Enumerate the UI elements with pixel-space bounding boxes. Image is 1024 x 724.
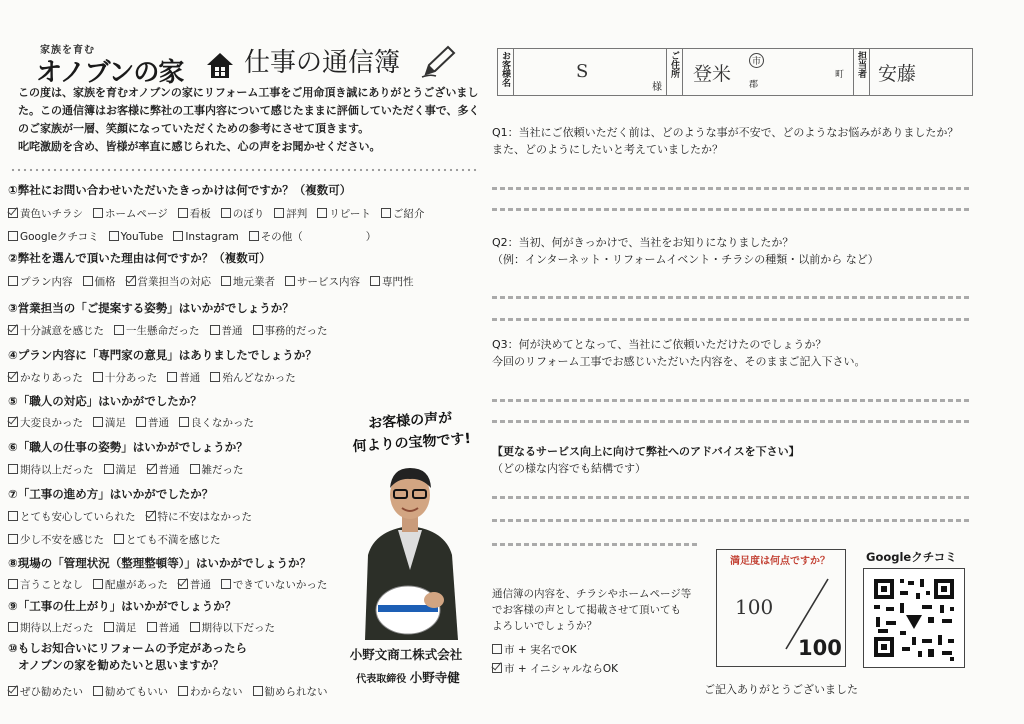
option-label: 少し不安を感じた [20, 534, 104, 546]
question-title: ④プラン内容に「専門家の意見」はありましたでしょうか？ [8, 348, 317, 362]
checkbox[interactable] [190, 464, 200, 474]
checkbox[interactable] [8, 579, 18, 589]
checkbox[interactable] [492, 663, 502, 673]
survey-option[interactable] [178, 206, 211, 221]
voice-caption [335, 405, 488, 459]
consent-line: でお客様の声として掲載させて頂いても [492, 604, 681, 616]
option-label: 勧めてもいい [105, 686, 168, 698]
brand-logo: オノブンの家 [36, 58, 184, 88]
q1-line: また、どのようにしたいと考えていましたか？ [492, 143, 723, 156]
checkbox[interactable] [126, 276, 136, 286]
survey-option[interactable] [8, 370, 83, 385]
intro-line: この度は、家族を育むオノブンの家にリフォーム工事をご用命頂き誠にありがとうございまし [18, 86, 479, 99]
consent-question [492, 586, 691, 634]
document-title: 仕事の通信簿 [244, 48, 401, 78]
checkbox[interactable] [492, 644, 502, 654]
consent-option-label: 市 + 実名でOK [504, 644, 577, 656]
survey-option[interactable] [370, 274, 414, 289]
survey-option[interactable] [93, 577, 168, 592]
answer-line[interactable] [492, 296, 972, 299]
question-title: ⑩もしお知合いにリフォームの予定があったら [8, 641, 248, 655]
dotted-divider [10, 168, 480, 172]
survey-option[interactable] [93, 415, 126, 430]
survey-option[interactable] [253, 323, 328, 338]
option-label: 普通 [158, 464, 180, 476]
option-label: リピート [329, 208, 371, 220]
option-row [8, 206, 434, 221]
survey-option[interactable] [114, 532, 221, 547]
survey-option[interactable] [167, 370, 200, 385]
checkbox[interactable] [8, 534, 18, 544]
checkbox[interactable] [114, 534, 124, 544]
checkbox[interactable] [8, 511, 18, 521]
survey-option[interactable] [8, 462, 94, 477]
checkbox[interactable] [8, 276, 18, 286]
option-label: 事務的だった [264, 325, 328, 337]
checkbox[interactable] [249, 231, 259, 241]
checkbox[interactable] [274, 208, 284, 218]
option-label: プラン内容 [20, 276, 73, 288]
option-row [8, 532, 231, 547]
q3-line: Q3：何が決めてとなって、当社にご依頼いただけたのでしょうか？ [492, 338, 827, 351]
q1-text [492, 124, 958, 158]
checkbox[interactable] [173, 231, 183, 241]
survey-option[interactable] [136, 415, 169, 430]
checkbox[interactable] [8, 417, 18, 427]
intro-line: 叱咤激励を含め、皆様が率直に感じられた、心の声をお聞かせください。 [18, 140, 381, 153]
brand-tagline: 家族を育む [40, 45, 95, 56]
survey-option[interactable] [210, 323, 243, 338]
answer-line[interactable] [492, 187, 972, 190]
q2-text [492, 234, 879, 268]
survey-option[interactable] [8, 415, 83, 430]
answer-line[interactable] [492, 318, 972, 321]
checkbox[interactable] [178, 208, 188, 218]
survey-option[interactable] [8, 532, 104, 547]
survey-option[interactable] [8, 206, 83, 221]
thanks-message: ご記入ありがとうございました [704, 683, 858, 696]
survey-option[interactable] [104, 462, 137, 477]
option-label: 普通 [148, 417, 169, 429]
survey-option[interactable] [147, 462, 180, 477]
question-title: ①弊社にお問い合わせいただいたきっかけは何ですか？（複数可） [8, 183, 352, 197]
survey-option[interactable] [147, 620, 180, 635]
checkbox[interactable] [146, 511, 156, 521]
staff-value: 安藤 [878, 63, 917, 85]
option-label: 黄色いチラシ [20, 208, 83, 220]
q4-text [492, 443, 800, 477]
staff-photo [350, 460, 470, 640]
question-title: ⑧現場の「管理状況（整理整頓等）」はいかがでしょうか？ [8, 556, 311, 570]
checkbox[interactable] [93, 372, 103, 382]
option-label: 配慮があった [105, 579, 168, 591]
survey-option[interactable] [221, 577, 328, 592]
intro-line: のご家族が一層、笑顔になっていただくための参考にさせて頂きます。 [18, 122, 370, 135]
option-label: 言うことなし [20, 579, 83, 591]
survey-option[interactable] [8, 229, 99, 244]
option-label: できていないかった [232, 579, 328, 591]
option-label: 普通 [158, 622, 180, 634]
satisfaction-max: 100 [798, 636, 842, 660]
survey-option[interactable] [146, 509, 253, 524]
option-row [8, 509, 262, 524]
q1-line: Q1：当社にご依頼いただく前は、どのような事が不安で、どのようなお悩みがありましたか？ [492, 126, 959, 139]
consent-option-real-name[interactable] [492, 642, 577, 657]
checkbox[interactable] [210, 372, 220, 382]
option-label: わからない [190, 686, 243, 698]
option-label: 良くなかった [191, 417, 254, 429]
survey-option[interactable] [381, 206, 425, 221]
survey-option[interactable] [221, 206, 265, 221]
question-title: ⑥「職人の仕事の姿勢」はいかがでしょうか？ [8, 440, 248, 454]
q2-line: Q2：当初、何がきっかけで、当社をお知りになりましたか？ [492, 236, 794, 249]
survey-option[interactable] [8, 509, 136, 524]
name-label: お客様名 [500, 51, 510, 87]
checkbox[interactable] [167, 372, 177, 382]
checkbox[interactable] [190, 622, 200, 632]
pencil-icon [420, 44, 456, 78]
survey-option[interactable] [179, 415, 254, 430]
question-title: ⑨「工事の仕上がり」はいかがでしょうか？ [8, 599, 237, 613]
survey-option[interactable] [93, 370, 157, 385]
address-label-cell [667, 49, 683, 95]
survey-option[interactable] [114, 323, 200, 338]
checkbox[interactable] [136, 417, 146, 427]
survey-option[interactable] [178, 577, 211, 592]
survey-option[interactable] [8, 323, 104, 338]
address-value: 登米 [693, 63, 732, 85]
option-label: 期待以下だった [201, 622, 275, 634]
checkbox[interactable] [8, 686, 18, 696]
checkbox[interactable] [93, 417, 103, 427]
checkbox[interactable] [221, 276, 231, 286]
option-label: 地元業者 [233, 276, 275, 288]
survey-option[interactable] [285, 274, 360, 289]
address-label: ご住所 [669, 51, 679, 78]
consent-option-initials[interactable] [492, 661, 618, 676]
question-title: ⑦「工事の進め方」はいかがでしたか？ [8, 487, 214, 501]
option-label: サービス内容 [297, 276, 360, 288]
option-label: 期待以上だった [20, 464, 94, 476]
q3-text [492, 336, 865, 370]
checkbox[interactable] [370, 276, 380, 286]
option-label: 普通 [189, 579, 211, 591]
checkbox[interactable] [8, 622, 18, 632]
checkbox[interactable] [147, 622, 157, 632]
answer-line[interactable] [492, 519, 972, 522]
option-label: とても不満を感じた [126, 534, 221, 546]
checkbox[interactable] [83, 276, 93, 286]
survey-option[interactable] [126, 274, 212, 289]
checkbox[interactable] [147, 464, 157, 474]
company-name: 小野文商工株式会社 [349, 647, 463, 662]
checkbox[interactable] [210, 325, 220, 335]
option-label: 評判 [286, 208, 308, 220]
q4-line: （どの様な内容でも結構です） [492, 462, 646, 475]
survey-option[interactable] [221, 274, 275, 289]
name-suffix: 様 [652, 82, 662, 93]
option-label: ホームページ [105, 208, 168, 220]
option-label: のぼり [232, 208, 265, 220]
intro-line: た。この通信簿はお客様に弊社の工事内容について感じたままに評価していただく事で、多く [18, 104, 480, 117]
option-label: 勧められない [264, 686, 328, 698]
representative [338, 668, 478, 686]
option-label: 一生懸命だった [126, 325, 200, 337]
checkbox[interactable] [104, 464, 114, 474]
voice-line: お客様の声が [367, 410, 453, 432]
survey-option[interactable] [104, 620, 137, 635]
option-label: Instagram [185, 231, 239, 243]
option-label: 期待以上だった [20, 622, 94, 634]
google-review-title: Googleクチコミ [866, 550, 957, 564]
option-label: その他（ ） [260, 231, 377, 243]
option-label: ご紹介 [392, 208, 425, 220]
consent-option-label: 市 + イニシャルならOK [504, 663, 618, 675]
survey-option[interactable] [274, 206, 307, 221]
option-row [8, 323, 338, 338]
address-field[interactable] [683, 49, 854, 95]
option-label: 満足 [105, 417, 126, 429]
checkbox[interactable] [179, 417, 189, 427]
answer-line[interactable] [492, 420, 972, 423]
survey-option[interactable] [83, 274, 116, 289]
checkbox[interactable] [104, 622, 114, 632]
option-row [8, 274, 424, 289]
option-row [8, 370, 306, 385]
checkbox[interactable] [114, 325, 124, 335]
rep-title: 代表取締役 [356, 674, 407, 685]
checkbox[interactable] [253, 325, 263, 335]
option-label: 大変良かった [20, 417, 83, 429]
survey-option[interactable] [317, 206, 371, 221]
survey-option[interactable] [253, 684, 328, 699]
checkbox[interactable] [317, 208, 327, 218]
checkbox[interactable] [253, 686, 263, 696]
option-label: 価格 [94, 276, 116, 288]
option-label: 満足 [115, 464, 137, 476]
option-label: 特に不安はなかった [157, 511, 252, 523]
survey-option[interactable] [93, 206, 168, 221]
q4-line: 【更なるサービス向上に向けて弊社へのアドバイスを下さい】 [492, 445, 800, 458]
checkbox[interactable] [285, 276, 295, 286]
answer-line[interactable] [492, 543, 697, 546]
satisfaction-title: 満足度は何点ですか？ [730, 556, 830, 567]
option-row [8, 229, 386, 244]
consent-line: 通信簿の内容を、チラシやホームページ等 [492, 588, 692, 600]
checkbox[interactable] [8, 372, 18, 382]
option-label: 十分あった [104, 372, 158, 384]
checkbox[interactable] [221, 208, 231, 218]
name-label-cell [498, 49, 514, 95]
survey-option[interactable] [178, 684, 243, 699]
q3-line: 今回のリフォーム工事でお感じいただいた内容を、そのままご記入下さい。 [492, 355, 866, 368]
option-label: とても安心していられた [20, 511, 136, 523]
survey-option[interactable] [8, 577, 83, 592]
checkbox[interactable] [93, 579, 103, 589]
option-label: 営業担当の対応 [137, 276, 211, 288]
option-row [8, 462, 254, 477]
survey-option[interactable] [210, 370, 296, 385]
survey-option[interactable] [249, 229, 377, 244]
checkbox[interactable] [178, 579, 188, 589]
option-row [8, 684, 338, 699]
checkbox[interactable] [93, 686, 103, 696]
intro-text [18, 84, 488, 156]
option-row [8, 415, 264, 430]
town-label: 町 [835, 70, 845, 80]
checkbox[interactable] [8, 325, 18, 335]
option-row [8, 620, 285, 635]
option-label: 殆んどなかった [222, 372, 296, 384]
staff-label: 担当者 [856, 51, 866, 78]
checkbox[interactable] [109, 231, 119, 241]
voice-line: 何よりの宝物です! [352, 430, 472, 456]
gun-label: 郡 [749, 80, 759, 90]
name-field[interactable] [514, 49, 667, 95]
survey-option[interactable] [8, 620, 94, 635]
question-title-line2: オノブンの家を勧めたいと思いますか？ [18, 658, 224, 672]
option-label: 看板 [189, 208, 211, 220]
satisfaction-value: 100 [735, 595, 774, 619]
question-title: ⑤「職人の対応」はいかがでしたか？ [8, 394, 202, 408]
option-label: Googleクチコミ [20, 231, 99, 243]
answer-line[interactable] [492, 208, 972, 211]
consent-line: よろしいでしょうか？ [492, 620, 597, 632]
option-label: 普通 [179, 372, 201, 384]
option-label: ぜひ勧めたい [20, 686, 83, 698]
option-label: YouTube [120, 231, 164, 243]
answer-line[interactable] [492, 399, 972, 402]
answer-line[interactable] [492, 496, 972, 499]
survey-option[interactable] [173, 231, 238, 243]
option-label: 専門性 [382, 276, 414, 288]
option-row [8, 577, 337, 592]
survey-option[interactable] [8, 684, 83, 699]
question-title: ②弊社を選んで頂いた理由は何ですか？（複数可） [8, 251, 271, 265]
checkbox[interactable] [221, 579, 231, 589]
rep-name: 小野寺健 [409, 670, 460, 685]
customer-name-value: S [576, 61, 589, 82]
survey-option[interactable] [190, 462, 244, 477]
checkbox[interactable] [8, 464, 18, 474]
option-label: 普通 [221, 325, 243, 337]
survey-option[interactable] [93, 684, 168, 699]
staff-field[interactable] [870, 49, 972, 95]
option-label: かなりあった [20, 372, 83, 384]
option-label: 十分誠意を感じた [20, 325, 104, 337]
survey-option[interactable] [8, 274, 73, 289]
checkbox[interactable] [93, 208, 103, 218]
q2-line: （例：インターネット・リフォームイベント・チラシの種類・以前から など） [492, 253, 879, 266]
survey-option[interactable] [109, 231, 164, 243]
city-marker: 市 [749, 53, 764, 68]
checkbox[interactable] [381, 208, 391, 218]
question-title: ③営業担当の「ご提案する姿勢」はいかがでしょうか？ [8, 301, 294, 315]
option-label: 満足 [115, 622, 137, 634]
checkbox[interactable] [178, 686, 188, 696]
checkbox[interactable] [8, 231, 18, 241]
survey-option[interactable] [190, 620, 276, 635]
staff-label-cell [854, 49, 870, 95]
customer-info-table [497, 48, 973, 96]
qr-code-icon[interactable] [863, 568, 965, 668]
checkbox[interactable] [8, 208, 18, 218]
house-icon [205, 50, 235, 80]
option-label: 雑だった [201, 464, 244, 476]
